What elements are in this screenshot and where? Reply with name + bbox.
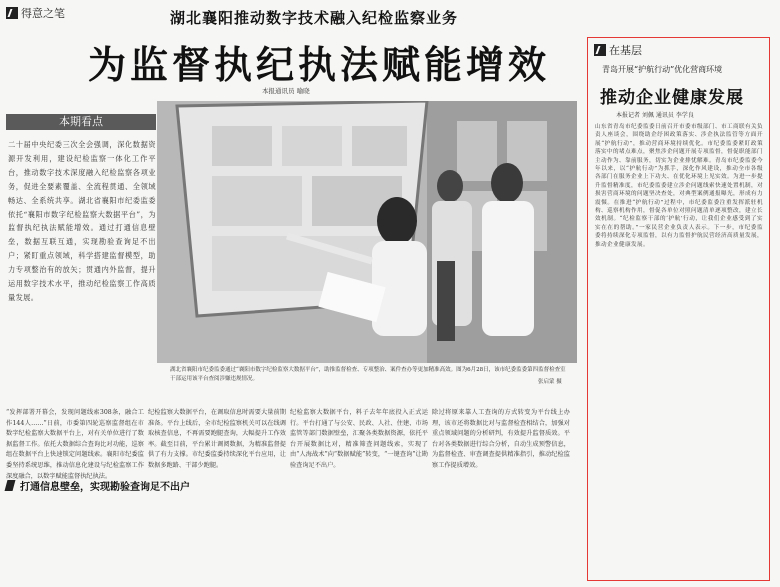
pen-icon	[594, 44, 606, 56]
article-byline: 本报通讯员 喻晓	[262, 87, 310, 95]
body-column-1: “发挥部署开幕会，发现问题线索308条，融合工作144人……”日前，市委第四轮巡察监督组在市数字纪检监察大数据平台上，对有关单位进行了数据监督工作。依托大数据综合查询比对功能，巡察组在数据平台上快速锁定问题线索。襄阳市纪委监委坚持系统思维，推动信息化建设与纪检监察工作深度融合，以数字赋能监督执纪执法。	[6, 409, 144, 480]
body-column-3: 纪检监察大数据平台，料子去年年底投入正式运行。平台打通了与公安、民政、人社、住建、市场监管等部门数据壁垒，汇聚各类数据资源，依托平台开展数据比对，精准筛查问题线索，实现了由“人海战术”向“数据赋能”转变，“一键查询”让勘验查询足不出户。	[290, 409, 428, 469]
section-tag	[6, 5, 65, 21]
body-column-2: 纪检监察大数据平台，在调取信息时需要大量前期准备。平台上线后，全市纪检监察机关可以在线调取核查信息，不再需要跑腿查询，大幅提升工作效率。截至目前，平台累计调阅数据，为精准监督提供了有力支撑。市纪委监委持续深化平台应用，让数据多跑路、干部少跑腿。	[148, 409, 286, 469]
article-photo	[157, 101, 577, 363]
summary-heading: 本期看点	[6, 114, 156, 130]
pen-icon	[6, 7, 18, 19]
photo-illustration	[157, 101, 577, 363]
sidebar-tag	[594, 42, 642, 58]
section-tag-label: 得意之笔	[21, 7, 65, 20]
article-kicker: 湖北襄阳推动数字技术融入纪检监察业务	[170, 9, 459, 27]
sidebar-kicker: 青岛开展“护航行动”优化营商环境	[602, 65, 723, 74]
photo-credit: 张启蒙 摄	[538, 379, 562, 385]
sidebar-article	[587, 37, 770, 581]
section-heading-text: 打通信息壁垒，实现勘验查询足不出户	[20, 482, 190, 493]
sidebar-byline: 本报记者 刘佩 通讯员 李学良	[616, 112, 694, 119]
sidebar-body: 山东省青岛市纪委监委日前召开市委市级部门、市工商联有关负责人座谈会，围绕助企纾困政策落实、涉企执法监管等方面开展“护航行动”，推动营商环境持续优化。市纪委监委紧盯政策落实中的堵点难点，聚焦涉企问题开展专项监督，督促职能部门主动作为、靠前服务，切实为企业排忧解难。青岛市纪委监委今年以来，以“护航行动”为抓手，深化作风建设，推动全市各级各部门在服务企业上下功夫、在优化环境上见实效。为进一步提升监督精准度，市纪委监委建立涉企问题线索快速处置机制，对损害营商环境的问题坚决查处，对典型案例通报曝光，形成有力震慑。在推进“护航行动”过程中，市纪委监委注重发挥派驻机构、巡察机构作用，督促各单位对照问题清单逐项整改，建立长效机制。“纪检监察干部的‘护航’行动，让我们企业感受到了实实在在的帮助。”一家民营企业负责人表示。下一步，市纪委监委将持续深化专项监督，以有力监督护航民营经济高质量发展，推动企业健康发展。	[595, 124, 763, 248]
photo-caption: 湖北省襄阳市纪委监委通过“襄阳市数字纪检监察大数据平台”，助推监督检查、专项整治、案件查办等更加精准高效。图为6月28日，该市纪委监委第四监督检查室干部运用该平台查阅涉嫌违规情况。	[170, 367, 566, 382]
article-headline: 为监督执纪执法赋能增效	[88, 42, 551, 87]
summary-text: 二十届中央纪委三次全会强调，深化数据资源开发利用，建设纪检监察一体化工作平台，推动数字技术深度融入纪检监察各项业务，促进全要素覆盖、全流程贯通、全领域畅达、全系统共享。湖北省襄阳市纪委监委依托“襄阳市数字纪检监察大数据平台”，为监督执纪执法赋能增效。通过打通信息壁垒，数据互联互通，实现勘验查询足不出户；紧盯重点领域，科学搭建监督模型，助力专项整治有的放矢；贯通内外监督，提升运用数字技术水平，推动纪检监察工作高质量发展。	[8, 140, 156, 302]
body-column-4: 除过将原来靠人工查询的方式转变为平台线上办理，该市还将数据比对与监督检查相结合，加强对重点领域问题的分析研判，有效提升监督质效。平台对各类数据进行综合分析，自动生成预警信息，为监督检查、审查调查提供精准指引，推动纪检监察工作提质增效。	[432, 409, 570, 469]
sidebar-tag-label: 在基层	[609, 44, 642, 57]
sidebar-headline: 推动企业健康发展	[600, 88, 744, 108]
